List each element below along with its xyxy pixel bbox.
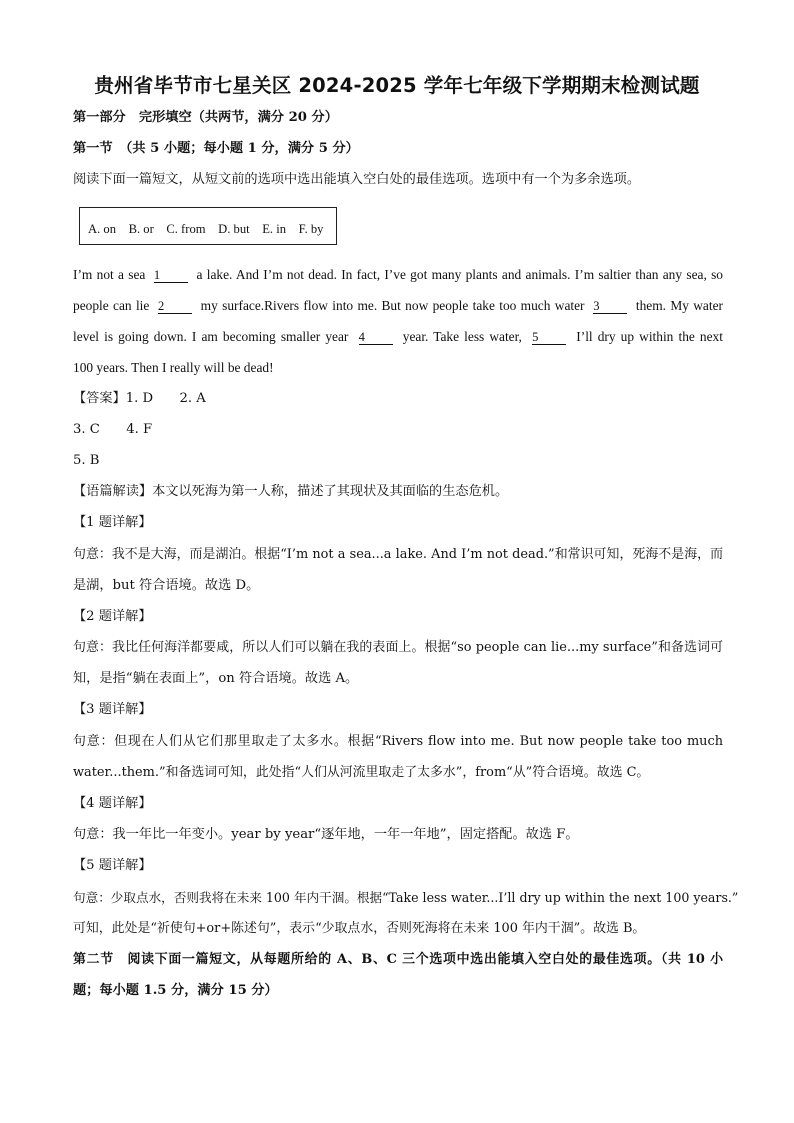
part1-heading: 第一部分 完形填空（共两节，满分 20 分） bbox=[73, 110, 338, 125]
q4-explanation-1: 句意：我一年比一年变小。year by year“逐年地，一年一年地”，固定搭配。故选 F。 bbox=[73, 827, 579, 842]
page-title: 贵州省毕节市七星关区 2024-2025 学年七年级下学期期末检测试题 bbox=[94, 74, 700, 97]
blank-4: 4 bbox=[359, 330, 393, 345]
options-text: A. on B. or C. from D. but E. in F. by bbox=[88, 222, 324, 236]
q5-explanation-2: 可知，此处是“祈使句+or+陈述句”，表示“少取点水，否则死海将在未来 100 年内干涸”。故选 B。 bbox=[73, 921, 646, 936]
q1-explanation-2: 是湖，but 符合语境。故选 D。 bbox=[73, 578, 260, 593]
answer-line-3: 5. B bbox=[73, 453, 100, 468]
blank-3: 3 bbox=[593, 299, 627, 314]
blank-1: 1 bbox=[154, 268, 188, 283]
passage-text: I’ll dry up within the next bbox=[576, 329, 723, 344]
q1-heading: 【1 题详解】 bbox=[73, 515, 152, 530]
passage-text: I’m not a sea bbox=[73, 267, 146, 282]
instruction-text: 阅读下面一篇短文，从短文前的选项中选出能填入空白处的最佳选项。选项中有一个为多余选项。 bbox=[73, 172, 641, 187]
passage-line-3 bbox=[73, 328, 723, 346]
section2-heading-1: 第二节 阅读下面一篇短文，从每题所给的 A、B、C 三个选项中选出能填入空白处的最佳选项。（共 10 小 bbox=[73, 952, 723, 967]
q2-heading: 【2 题详解】 bbox=[73, 609, 152, 624]
section1-heading: 第一节 （共 5 小题；每小题 1 分，满分 5 分） bbox=[73, 141, 359, 156]
q1-explanation-1: 句意：我不是大海，而是湖泊。根据“I’m not a sea...a lake. And I’m not dead.”和常识可知，死海不是海，而 bbox=[73, 547, 723, 562]
q3-explanation-1: 句意：但现在人们从它们那里取走了太多水。根据“Rivers flow into me. But now people take too much bbox=[73, 734, 723, 749]
passage-line-1 bbox=[73, 266, 723, 284]
q3-heading: 【3 题详解】 bbox=[73, 702, 152, 717]
q2-explanation-1: 句意：我比任何海洋都要咸，所以人们可以躺在我的表面上。根据“so people can lie...my surface”和备选词可 bbox=[73, 640, 723, 655]
passage-summary: 【语篇解读】本文以死海为第一人称，描述了其现状及其面临的生态危机。 bbox=[73, 484, 509, 499]
passage-text: them. My water bbox=[635, 298, 723, 313]
answer-line-2: 3. C 4. F bbox=[73, 422, 153, 437]
passage-text: level is going down. I am becoming smaller year bbox=[73, 329, 349, 344]
q4-heading: 【4 题详解】 bbox=[73, 796, 152, 811]
passage-text: people can lie bbox=[73, 298, 150, 313]
passage-line-4: 100 years. Then I really will be dead! bbox=[73, 360, 274, 375]
blank-2: 2 bbox=[158, 299, 192, 314]
q5-explanation-1: 句意：少取点水，否则我将在未来 100 年内干涸。根据“Take less water...I’ll dry up within the next 100 years.” bbox=[73, 890, 739, 905]
options-box bbox=[79, 207, 337, 245]
section2-heading-2: 题；每小题 1.5 分，满分 15 分） bbox=[73, 983, 278, 998]
q3-explanation-2: water...them.”和备选词可知，此处指“人们从河流里取走了太多水”，from“从”符合语境。故选 C。 bbox=[73, 765, 650, 780]
passage-line-2 bbox=[73, 297, 723, 315]
passage-text: year. Take less water, bbox=[402, 329, 522, 344]
blank-5: 5 bbox=[532, 330, 566, 345]
q5-heading: 【5 题详解】 bbox=[73, 858, 152, 873]
q2-explanation-2: 知，是指“躺在表面上”，on 符合语境。故选 A。 bbox=[73, 671, 359, 686]
answer-line-1: 【答案】1. D 2. A bbox=[73, 391, 206, 406]
passage-text: a lake. And I’m not dead. In fact, I’ve got many plants and animals. I’m saltier than any sea, so bbox=[196, 267, 723, 282]
passage-text: my surface.Rivers flow into me. But now people take too much water bbox=[200, 298, 585, 313]
